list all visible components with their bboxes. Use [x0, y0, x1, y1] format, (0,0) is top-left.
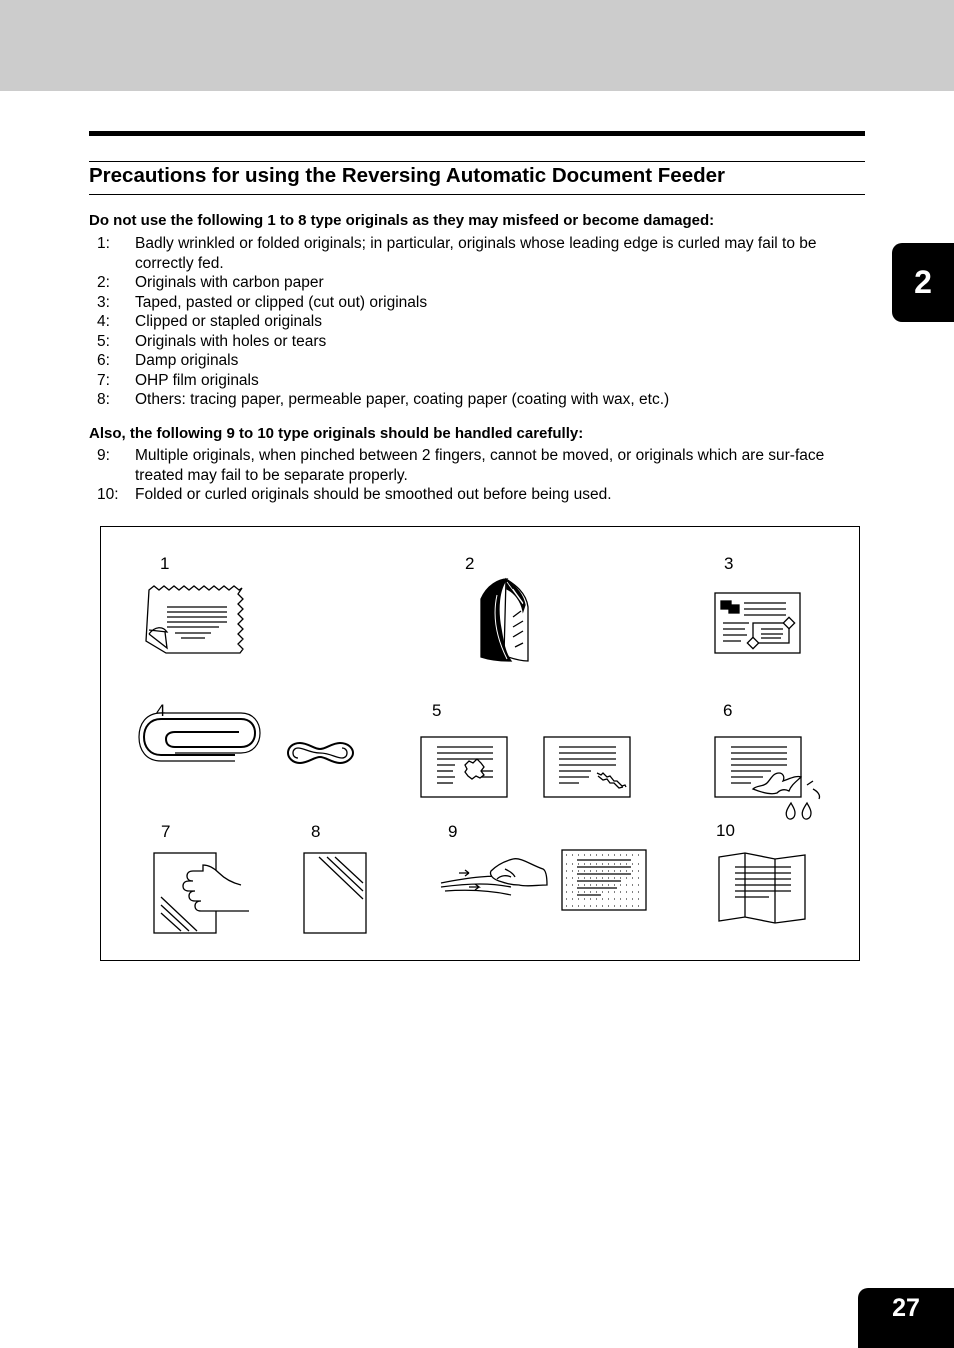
list-item-text: Damp originals: [135, 352, 239, 369]
pinched-originals-icon: [441, 859, 547, 895]
torn-original-icon: [544, 737, 630, 797]
list-item-text: Folded or curled originals should be smoothed out before being used.: [135, 486, 612, 503]
list-item: [97, 485, 849, 505]
list-item-number: 6:: [97, 352, 110, 369]
list-item: [97, 390, 867, 410]
figure-label-3: 3: [724, 554, 734, 573]
wrinkled-original-icon: [146, 586, 243, 653]
illustration-panel: [100, 526, 860, 961]
list-item-number: 9:: [97, 447, 110, 464]
list-item-number: 1:: [97, 235, 110, 252]
list-item-number: 8:: [97, 391, 110, 408]
carbon-paper-original-icon: [481, 579, 528, 661]
staple-icon: [288, 743, 353, 763]
figure-label-9: 9: [448, 822, 458, 841]
list-item: [97, 293, 867, 313]
list-item-text: Others: tracing paper, permeable paper, coating paper (coating with wax, etc.): [135, 391, 670, 408]
surface-treated-original-icon: [562, 850, 646, 910]
hole-original-icon: [421, 737, 507, 797]
figure-label-8: 8: [311, 822, 321, 841]
list-item-text: OHP film originals: [135, 371, 259, 389]
chapter-tab[interactable]: 2: [892, 243, 954, 322]
page-title: Precautions for using the Reversing Automatic Document Feeder: [89, 164, 726, 187]
damp-original-icon: [715, 737, 820, 819]
figure-label-2: 2: [465, 554, 475, 573]
precaution-list-1: [97, 234, 867, 410]
list-item: [97, 234, 867, 273]
list-item: [97, 312, 867, 332]
precaution-list-2: [97, 446, 849, 505]
list-item-text: Originals with carbon paper: [135, 274, 324, 291]
lead-text-1: Do not use the following 1 to 8 type originals as they may misfeed or become damaged:: [89, 212, 715, 229]
list-item-number: 4:: [97, 313, 110, 330]
list-item-number: 5:: [97, 332, 110, 350]
taped-original-icon: [715, 593, 800, 653]
header-band: [0, 0, 954, 91]
lead-text-2: Also, the following 9 to 10 type originals should be handled carefully:: [89, 425, 584, 442]
figure-label-4: 4: [156, 701, 166, 720]
list-item-number: 2:: [97, 274, 110, 291]
section-rule-thick: [89, 131, 865, 136]
tracing-paper-original-icon: [304, 853, 366, 933]
list-item: [97, 371, 867, 391]
list-item: [97, 332, 867, 352]
paper-clip-icon: [139, 713, 260, 761]
list-item-number: 3:: [97, 293, 110, 311]
list-item-number: 7:: [97, 371, 110, 389]
list-item: [97, 351, 867, 371]
list-item: [97, 446, 849, 485]
figure-label-1: 1: [160, 554, 170, 573]
list-item-text: Clipped or stapled originals: [135, 313, 322, 330]
list-item-text: Badly wrinkled or folded originals; in particular, originals whose leading edge is curled may fail to be correctly fed.: [135, 235, 817, 272]
figure-label-6: 6: [723, 701, 733, 720]
list-item-text: Multiple originals, when pinched between 2 fingers, cannot be moved, or originals which are sur-face treated may fail to be separate properly.: [135, 447, 825, 484]
figure-label-10: 10: [716, 821, 735, 840]
figure-label-7: 7: [161, 822, 171, 841]
list-item-text: Originals with holes or tears: [135, 332, 327, 350]
figure-label-5: 5: [432, 701, 442, 720]
title-rule-bottom: [89, 194, 865, 195]
list-item: [97, 273, 867, 293]
page-number: 27: [858, 1288, 954, 1348]
list-item-number: 10:: [97, 486, 119, 503]
list-item-text: Taped, pasted or clipped (cut out) originals: [135, 293, 428, 311]
folded-original-icon: [719, 853, 805, 923]
